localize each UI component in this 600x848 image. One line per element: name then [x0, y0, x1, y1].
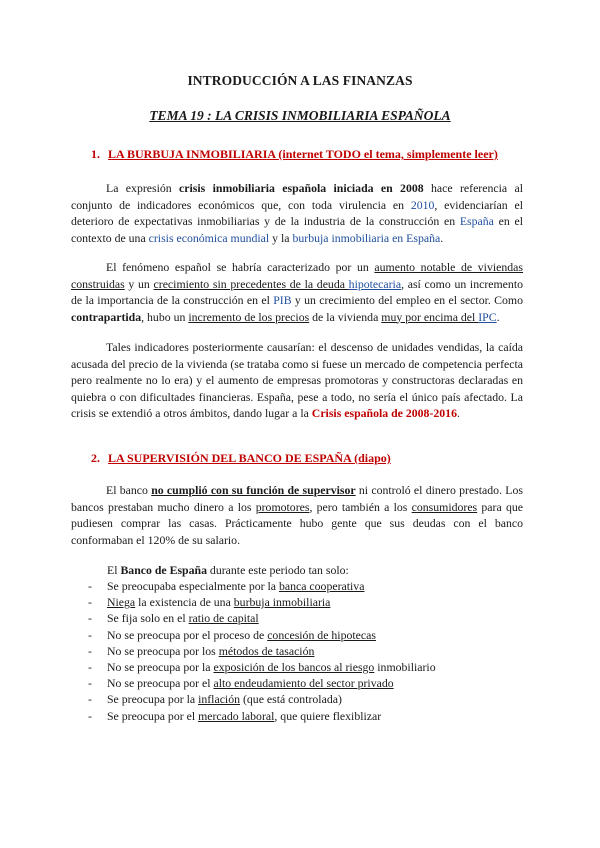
list-intro [107, 563, 349, 578]
list-item [88, 594, 436, 610]
underlined-text: alto endeudamiento del sector privado [213, 676, 394, 691]
list-item [88, 627, 436, 643]
text: hace referencia al conjunto de indicadores económicos que, con toda virulencia en [71, 181, 523, 212]
text: No se preocupa por la [107, 659, 214, 674]
text: durante este periodo tan solo: [206, 563, 349, 577]
underlined-text: incremento de los precios [188, 309, 310, 324]
dash: - [88, 692, 92, 707]
link-2010[interactable]: 2010 [410, 197, 435, 212]
text: Se preocupa por el [107, 708, 199, 723]
underlined-text: banca cooperativa [278, 579, 365, 593]
underlined-text: Niega [107, 595, 136, 610]
text: y un crecimiento del empleo en el sector. Como [291, 293, 523, 307]
underlined-text: aumento notable de viviendas construidas [71, 260, 524, 291]
text: en el contexto de una [71, 214, 523, 245]
bullet-list [88, 578, 436, 724]
list-item [88, 675, 436, 691]
text: . [456, 406, 460, 420]
text: , evidenciarían el deterioro de expectativas inmobiliarias y de la industria de la construcción en [71, 197, 523, 228]
list-item [88, 708, 436, 724]
text: Tales indicadores posteriormente causarían: el descenso de unidades vendidas, la caída acusada del precio de la vivienda (se trataba como si fuese un mercado de competencia perfecta pero realmente no lo era) y el aumento de empresas promotoras y constructoras declaradas en quiebra o con dificultades financieras. España, pese a todo, no sería el único país afectado. La crisis se extendió a otros ámbitos, dando lugar a la [71, 340, 523, 420]
text: El banco [106, 483, 152, 497]
bold-text: contrapartida [71, 309, 142, 324]
underlined-text: métodos de tasación [218, 643, 315, 658]
underlined-text: burbuja inmobiliaria [233, 595, 331, 610]
underlined-text: crecimiento sin precedentes de la deuda [153, 276, 349, 291]
text: El [107, 563, 121, 577]
dash: - [88, 579, 92, 593]
dash: - [88, 595, 92, 610]
bold-text: crisis inmobiliaria española iniciada en 2008 [179, 181, 424, 195]
section-2-title: LA SUPERVISIÓN DEL BANCO DE ESPAÑA (diapo) [108, 451, 391, 465]
text: Se fija solo en el [107, 611, 189, 626]
link-hipotecaria[interactable]: hipotecaria [348, 276, 402, 291]
dash: - [88, 627, 92, 642]
section-2-heading [91, 451, 391, 466]
underlined-text: exposición de los bancos al riesgo [213, 659, 375, 674]
text: , hubo un [141, 309, 189, 324]
text: La expresión [106, 181, 180, 195]
text: No se preocupa por los [107, 643, 219, 658]
section-2-number: 2. [91, 451, 100, 465]
bold-text: Banco de España [120, 563, 207, 577]
text: , que quiere flexiblizar [274, 708, 382, 723]
text: inmobiliario [374, 659, 436, 674]
underlined-text: concesión de hipotecas [267, 627, 376, 642]
bold-underlined-text: no cumplió con su función de supervisor [151, 483, 356, 497]
text: y la [269, 230, 293, 245]
underlined-text: consumidores [411, 499, 478, 514]
dash: - [88, 708, 92, 723]
text: . [440, 230, 444, 245]
section-1-paragraph-1 [71, 180, 523, 246]
text: y un [124, 276, 154, 291]
dash: - [88, 643, 92, 658]
link-espana[interactable]: España [459, 214, 494, 228]
section-1-paragraph-3 [71, 339, 523, 422]
list-item [88, 610, 436, 626]
text: No se preocupa por el proceso de [107, 627, 268, 642]
text: Se preocupa por la [107, 692, 199, 707]
section-1-heading [91, 147, 498, 162]
text: , pero también a los [309, 499, 412, 514]
section-1-number: 1. [91, 147, 100, 161]
document-title: INTRODUCCIÓN A LAS FINANZAS [187, 73, 413, 88]
text: No se preocupa por el [107, 676, 214, 691]
link-ipc[interactable]: IPC [478, 309, 497, 324]
dash: - [88, 659, 92, 674]
document-subtitle: TEMA 19 : LA CRISIS INMOBILIARIA ESPAÑOLA [149, 108, 451, 123]
underlined-text: inflación [198, 692, 241, 707]
section-1-paragraph-2 [71, 259, 523, 325]
section-1-title: LA BURBUJA INMOBILIARIA (internet TODO el tema, simplemente leer) [108, 147, 498, 161]
text: (que está controlada) [240, 692, 342, 707]
link-crisis-espanola[interactable]: Crisis española de 2008-2016 [311, 406, 457, 420]
text: para que pudiesen comprar las casas. Prácticamente hubo gente que sus deudas con el banco conformaban el 120% de su salario. [71, 499, 523, 547]
list-item [88, 578, 436, 594]
underlined-text: promotores [255, 499, 310, 514]
section-2-paragraph-1 [71, 482, 523, 548]
dash: - [88, 611, 92, 626]
list-item [88, 691, 436, 707]
underlined-text: ratio de capital [188, 611, 259, 626]
underlined-text: mercado laboral [198, 708, 275, 723]
text: , así como un incremento de la importancia de la construcción en el [71, 276, 523, 307]
text: . [496, 309, 500, 324]
text: El fenómeno español se habría caracterizado por un [106, 260, 375, 274]
link-burbuja-inmobiliaria[interactable]: burbuja inmobiliaria en España [292, 230, 441, 245]
text: ni controló el dinero prestado. Los bancos prestaban mucho dinero a los [71, 483, 523, 514]
link-crisis-economica-mundial[interactable]: crisis económica mundial [148, 230, 270, 245]
list-item [88, 659, 436, 675]
dash: - [88, 676, 92, 691]
text: Se preocupaba especialmente por la [107, 579, 279, 593]
underlined-text: muy por encima del [381, 309, 479, 324]
text: la existencia de una [135, 595, 234, 610]
link-pib[interactable]: PIB [273, 293, 292, 307]
text: de la vivienda [309, 309, 382, 324]
list-item [88, 643, 436, 659]
